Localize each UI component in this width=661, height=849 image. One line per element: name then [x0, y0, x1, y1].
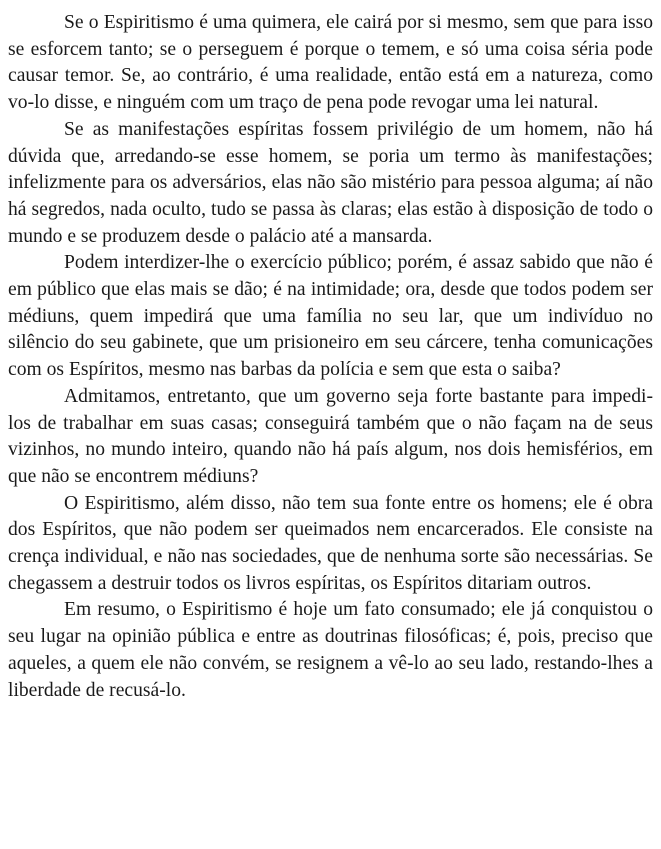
paragraph-2: Se as manifestações espíritas fossem privilégio de um homem, não há dúvida que, arredando-se esse homem, se poria um termo às manifestações; infelizmente para os adversários, elas não são mistério para pessoa alguma; aí não há segredos, nada oculto, tudo se passa às claras; elas estão à disposição de todo o mundo e se produzem desde o palácio até a mansarda.: [8, 118, 653, 247]
paragraph-6: Em resumo, o Espiritismo é hoje um fato consumado; ele já conquistou o seu lugar na opinião pública e entre as doutrinas filosóficas; é, pois, preciso que aqueles, a quem ele não convém, se resignem a vê-lo ao seu lado, restando-lhes a liberdade de recusá-lo.: [8, 599, 653, 701]
paragraph-1: Se o Espiritismo é uma quimera, ele cairá por si mesmo, sem que para isso se esforcem tanto; se o perseguem é porque o temem, e só uma coisa séria pode causar temor. Se, ao contrário, é uma realidade, então está em a natureza, como vo-lo disse, e ninguém com um traço de pena pode revogar uma lei natural.: [8, 12, 653, 114]
paragraph-5: O Espiritismo, além disso, não tem sua fonte entre os homens; ele é obra dos Espíritos, que não podem ser queimados nem encarcerados. Ele consiste na crença individual, e não nas sociedades, que de nenhuma sorte são necessárias. Se chegassem a destruir todos os livros espíritas, os Espíritos ditariam outros.: [8, 492, 653, 594]
paragraph-4: Admitamos, entretanto, que um governo seja forte bastante para impedi-los de trabalhar em suas casas; conseguirá também que o não façam na de seus vizinhos, no mundo inteiro, quando não há país algum, nos dois hemisférios, em que não se encontrem médiuns?: [8, 385, 653, 487]
paragraph-3: Podem interdizer-lhe o exercício público; porém, é assaz sabido que não é em público que elas mais se dão; é na intimidade; ora, desde que todos podem ser médiuns, quem impedirá que uma família no seu lar, que um indivíduo no silêncio do seu gabinete, que um prisioneiro em seu cárcere, tenha comunicações com os Espíritos, mesmo nas barbas da polícia e sem que esta o saiba?: [8, 252, 653, 381]
